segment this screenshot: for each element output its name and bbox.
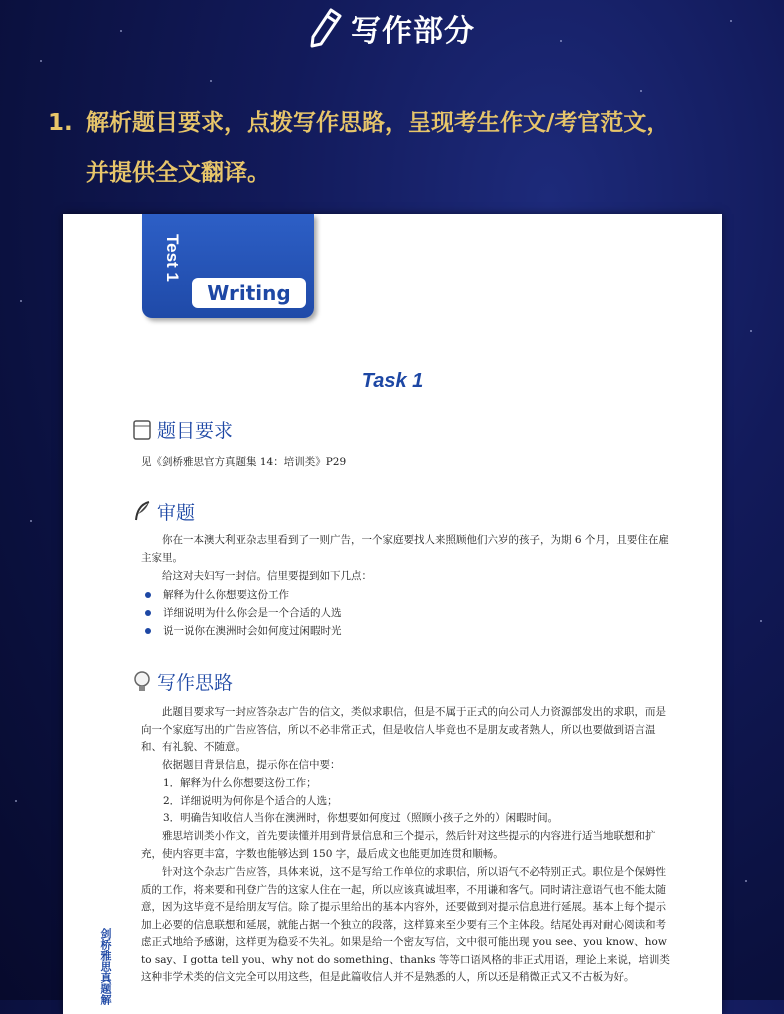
list-item: 3．明确告知收信人当你在澳洲时，你想要如何度过（照顾小孩子之外的）闲暇时间。 bbox=[163, 812, 559, 824]
intro-text bbox=[48, 98, 758, 198]
section-header bbox=[0, 6, 784, 53]
notebook-icon bbox=[131, 418, 153, 442]
intro-line-1: 解析题目要求，点拨写作思路，呈现考生作文/考官范文， bbox=[86, 110, 670, 136]
approach-paragraph-3: 雅思培训类小作文，首先要读懂并用到背景信息和三个提示，然后针对这些提示的内容进行适当地联想和扩充，使内容更丰富，字数也能够达到 150 字，最后成文也能更加连贯和顺畅。 bbox=[141, 830, 656, 860]
list-item: 说一说你在澳洲时会如何度过闲暇时光 bbox=[141, 622, 671, 640]
requirement-text: 见《剑桥雅思官方真题集 14：培训类》P29 bbox=[141, 456, 347, 468]
pen-icon bbox=[309, 8, 343, 48]
section-requirement-title: 题目要求 bbox=[157, 420, 234, 442]
approach-numbered-list bbox=[163, 775, 671, 828]
list-item: 解释为什么你想要这份工作 bbox=[141, 586, 671, 604]
header-title: 写作部分 bbox=[351, 14, 475, 49]
list-item: 1．解释为什么你想要这份工作； bbox=[163, 777, 317, 789]
quill-icon bbox=[131, 500, 153, 524]
lightbulb-icon bbox=[131, 670, 153, 694]
list-item: 详细说明为什么你会是一个合适的人选 bbox=[141, 604, 671, 622]
review-paragraph-2: 给这对夫妇写一封信。信里要提到如下几点： bbox=[162, 570, 372, 582]
book-page bbox=[63, 214, 722, 1014]
test-tab bbox=[142, 214, 314, 318]
side-book-title: 剑桥雅思真题解 bbox=[99, 928, 112, 1005]
section-approach-title: 写作思路 bbox=[157, 672, 234, 694]
intro-number: 1. bbox=[48, 110, 73, 136]
approach-paragraph-4: 针对这个杂志广告应答，具体来说，这不是写给工作单位的求职信，所以语气不必特别正式。职位是个保姆性质的工作，将来要和刊登广告的这家人住在一起，所以应该真诚坦率，不用谦和客气。同时请注意语气也不能太随意，因为这毕竟不是给朋友写信。除了提示里给出的基本内容外，还要做到对提示信息进行延展。基本上每个提示加上必要的信息联想和延展，就能占据一个独立的段落，这样算来至少要有三个主体段。结尾处再对耐心阅读和考虑正式地给予感谢，这样更为稳妥不失礼。如果是给一个密友写信，文中很可能出现 you see、you know、how to say、I gotta tell you、why not do something、thanks 等等口语风格的非正式用语，理论上来说，培训类这种非学术类的信文完全可以用这些，但是此篇收信人并不是熟悉的人，所以还是稍微正式又不古板为好。 bbox=[141, 866, 670, 983]
review-paragraph-1: 你在一本澳大利亚杂志里看到了一则广告，一个家庭要找人来照顾他们六岁的孩子，为期 6 个月，且要住在雇主家里。 bbox=[141, 534, 669, 564]
approach-paragraph-2: 依据题目背景信息，提示你在信中要： bbox=[162, 759, 341, 771]
list-item: 2．详细说明为何你是个适合的人选； bbox=[163, 794, 338, 807]
section-review-heading bbox=[131, 498, 195, 525]
review-bullet-list bbox=[141, 586, 671, 640]
tab-writing-label: Writing bbox=[192, 278, 306, 308]
task-title: Task 1 bbox=[361, 370, 424, 392]
intro-line-2: 并提供全文翻译。 bbox=[86, 160, 270, 186]
approach-paragraph-1: 此题目要求写一封应答杂志广告的信文，类似求职信，但是不属于正式的向公司人力资源部发出的求职，而是向一个家庭写出的广告应答信，所以不必非常正式，但是收信人毕竟也不是朋友或者熟人，所以也要做到语言温和、有礼貌、不随意。 bbox=[141, 706, 666, 753]
section-requirement-heading bbox=[131, 416, 233, 443]
section-approach-heading bbox=[131, 668, 233, 695]
tab-test-label: Test 1 bbox=[163, 234, 182, 282]
section-review-title: 审题 bbox=[157, 502, 196, 524]
